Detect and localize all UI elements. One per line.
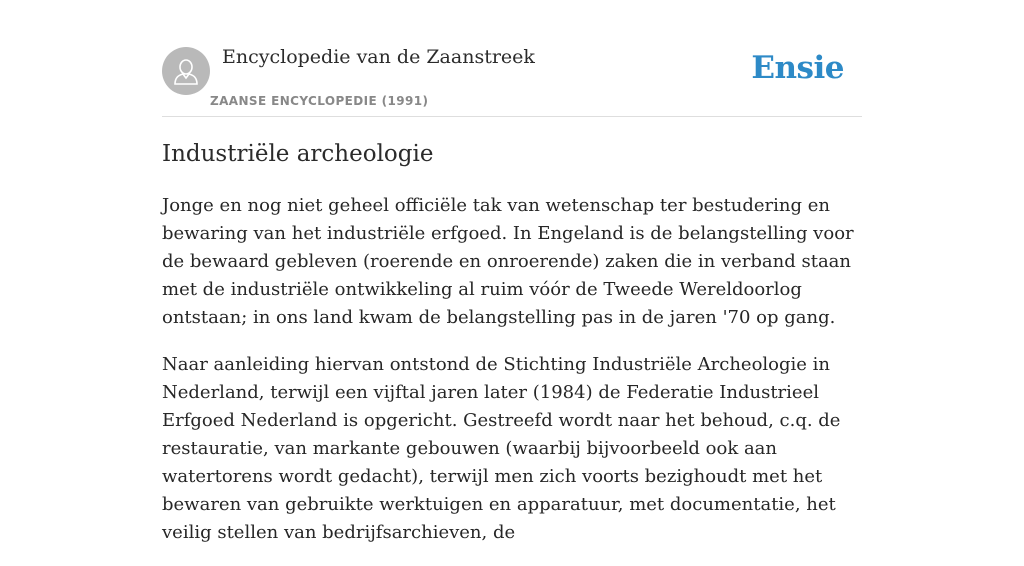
ensie-logo[interactable]: Ensie bbox=[751, 50, 844, 86]
user-avatar-icon[interactable] bbox=[162, 47, 210, 95]
article-paragraph: Jonge en nog niet geheel officiële tak van wetenschap ter bestudering en bewaring van het industriële erfgoed. In Engeland is de belangstelling voor de bewaard gebleven (roerende en onroerende) zaken die in verband staan met de industriële ontwikkeling al ruim vóór de Tweede Wereldoorlog ontstaan; in ons land kwam de belangstelling pas in de jaren '70 op gang. bbox=[162, 195, 854, 328]
article-title: Industriële archeologie bbox=[162, 141, 434, 167]
article-body bbox=[162, 192, 862, 566]
source-title[interactable]: Encyclopedie van de Zaanstreek bbox=[222, 46, 535, 68]
source-subtitle[interactable]: ZAANSE ENCYCLOPEDIE (1991) bbox=[210, 94, 429, 108]
article-paragraph: Naar aanleiding hiervan ontstond de Stichting Industriële Archeologie in Nederland, terwijl een vijftal jaren later (1984) de Federatie Industrieel Erfgoed Nederland is opgericht. Gestreefd wordt naar het behoud, c.q. de restauratie, van markante gebouwen (waarbij bijvoorbeeld ook aan watertorens wordt gedacht), terwijl men zich voorts bezighoudt met het bewaren van gebruikte werktuigen en apparatuur, met documentatie, het veilig stellen van bedrijfsarchieven, de bbox=[162, 354, 841, 543]
source-header bbox=[162, 0, 862, 117]
